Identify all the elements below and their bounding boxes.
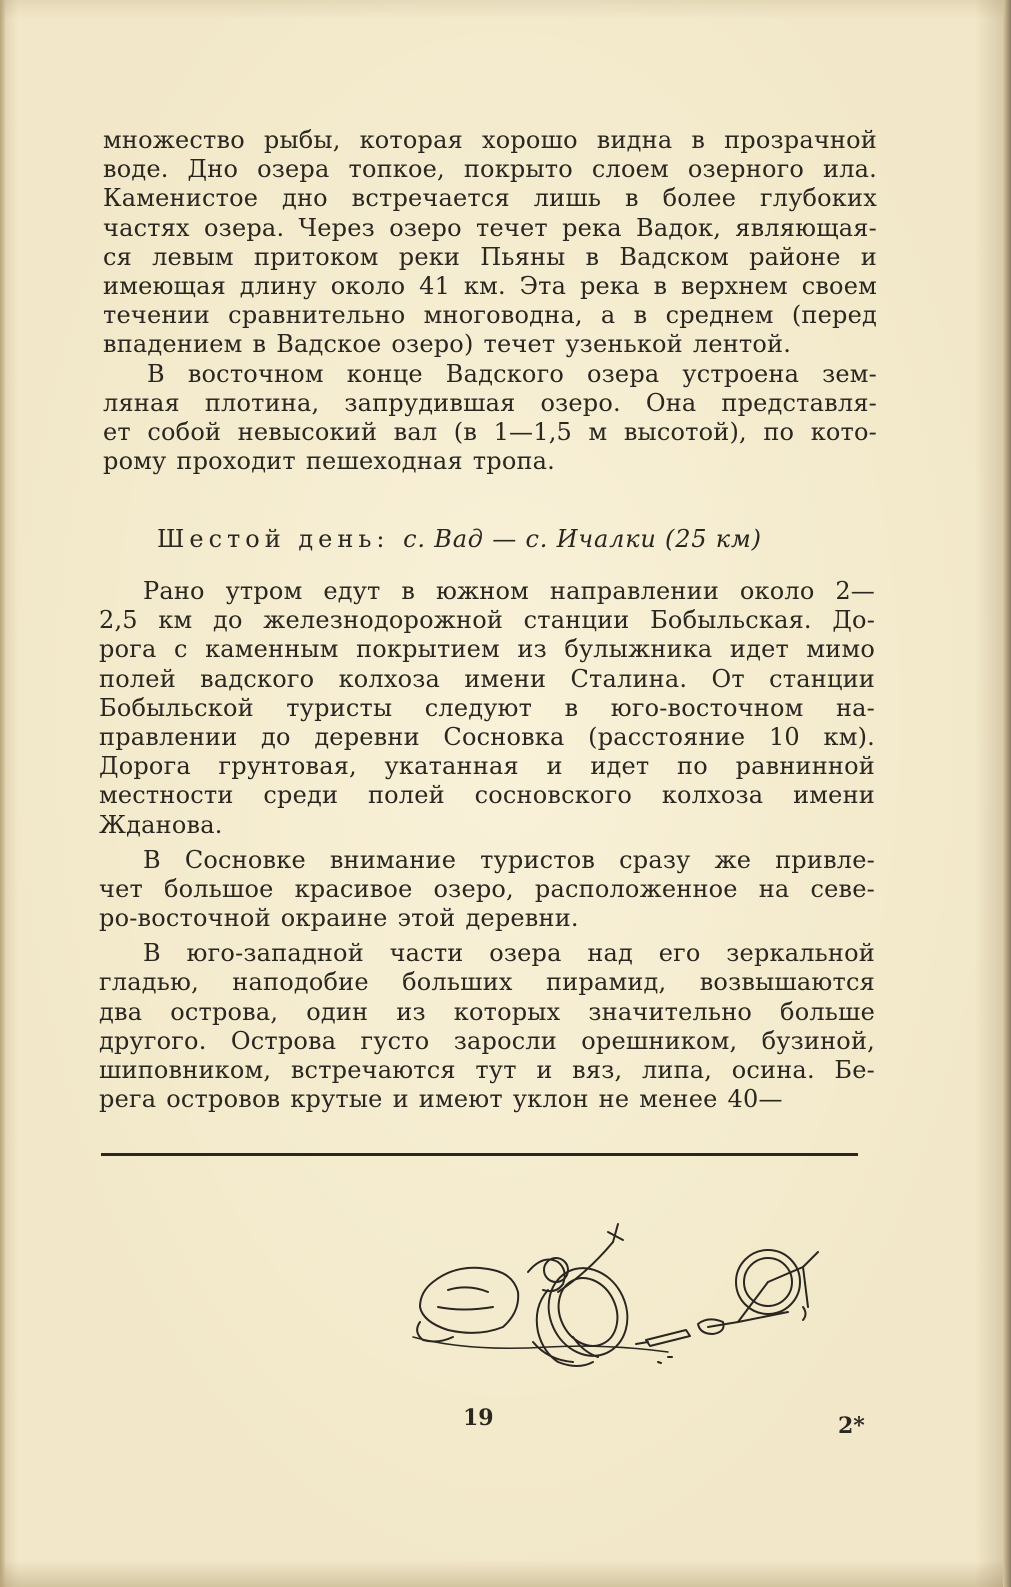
text-line: рога с каменным покрытием из булыжника идет мимо bbox=[99, 635, 875, 664]
cyclists-resting-illustration bbox=[408, 1212, 833, 1382]
text-line: ро-восточной окраине этой деревни. bbox=[99, 904, 579, 933]
paragraph-5 bbox=[99, 939, 875, 1114]
text-line: Каменистое дно встречается лишь в более глубоких bbox=[103, 184, 877, 213]
page-number: 19 bbox=[463, 1405, 494, 1431]
text-line: два острова, один из которых значительно больше bbox=[99, 997, 875, 1026]
heading-route: с. Вад — с. Ичалки (25 км) bbox=[403, 525, 762, 553]
text-line: гладью, наподобие больших пирамид, возвышаются bbox=[99, 968, 875, 997]
text-line: В юго-западной части озера над его зеркальной bbox=[143, 939, 875, 968]
text-line: 2,5 км до железнодорожной станции Бобыльская. До- bbox=[99, 606, 875, 635]
text-line: Жданова. bbox=[99, 810, 223, 839]
text-line: впадением в Вадское озеро) течет узенькой лентой. bbox=[103, 330, 792, 359]
text-line: Рано утром едут в южном направлении около 2— bbox=[143, 577, 875, 605]
section-heading bbox=[157, 523, 857, 555]
printer-signature: 2* bbox=[838, 1413, 865, 1439]
text-line: воде. Дно озера топкое, покрыто слоем озерного ила. bbox=[103, 155, 877, 184]
text-line: шиповником, встречаются тут и вяз, липа, осина. Бе- bbox=[99, 1056, 875, 1084]
heading-day: Шестой день: bbox=[157, 525, 390, 553]
text-line: В Сосновке внимание туристов сразу же привле- bbox=[143, 845, 875, 874]
text-line: В восточном конце Вадского озера устроена зем- bbox=[147, 359, 877, 388]
text-line: множество рыбы, которая хорошо видна в прозрачной bbox=[103, 126, 877, 154]
text-block-top bbox=[103, 126, 877, 476]
text-line: частях озера. Через озеро течет река Вадок, являющая- bbox=[103, 213, 877, 242]
page-left-edge bbox=[0, 0, 6, 1587]
text-line: правлении до деревни Сосновка (расстояние 10 км). bbox=[99, 722, 875, 751]
paragraph-1 bbox=[103, 126, 877, 360]
text-line: чет большое красивое озеро, расположенное на севе- bbox=[99, 874, 875, 903]
text-line: течении сравнительно многоводна, а в среднем (перед bbox=[103, 301, 877, 330]
horizontal-rule bbox=[101, 1153, 858, 1156]
text-block-bottom bbox=[99, 577, 875, 1114]
page-binding-edge bbox=[1003, 0, 1011, 1587]
text-line: рому проходит пешеходная тропа. bbox=[103, 447, 556, 476]
text-line: Дорога грунтовая, укатанная и идет по равнинной bbox=[99, 752, 875, 781]
text-line: имеющая длину около 41 км. Эта река в верхнем своем bbox=[103, 271, 877, 300]
paragraph-2 bbox=[103, 360, 877, 477]
text-line: полей вадского колхоза имени Сталина. От станции bbox=[99, 664, 875, 693]
text-line: рега островов крутые и имеют уклон не менее 40— bbox=[99, 1085, 783, 1114]
text-line: ет собой невысокий вал (в 1—1,5 м высотой), по кото- bbox=[103, 417, 877, 446]
text-line: ся левым притоком реки Пьяны в Вадском районе и bbox=[103, 242, 877, 271]
text-line: Бобыльской туристы следуют в юго-восточном на- bbox=[99, 693, 875, 722]
paragraph-3 bbox=[99, 577, 875, 840]
text-line: другого. Острова густо заросли орешником, бузиной, bbox=[99, 1026, 875, 1055]
paragraph-4 bbox=[99, 846, 875, 934]
text-line: местности среди полей сосновского колхоза имени bbox=[99, 781, 875, 810]
text-line: ляная плотина, запрудившая озеро. Она представля- bbox=[103, 388, 877, 417]
